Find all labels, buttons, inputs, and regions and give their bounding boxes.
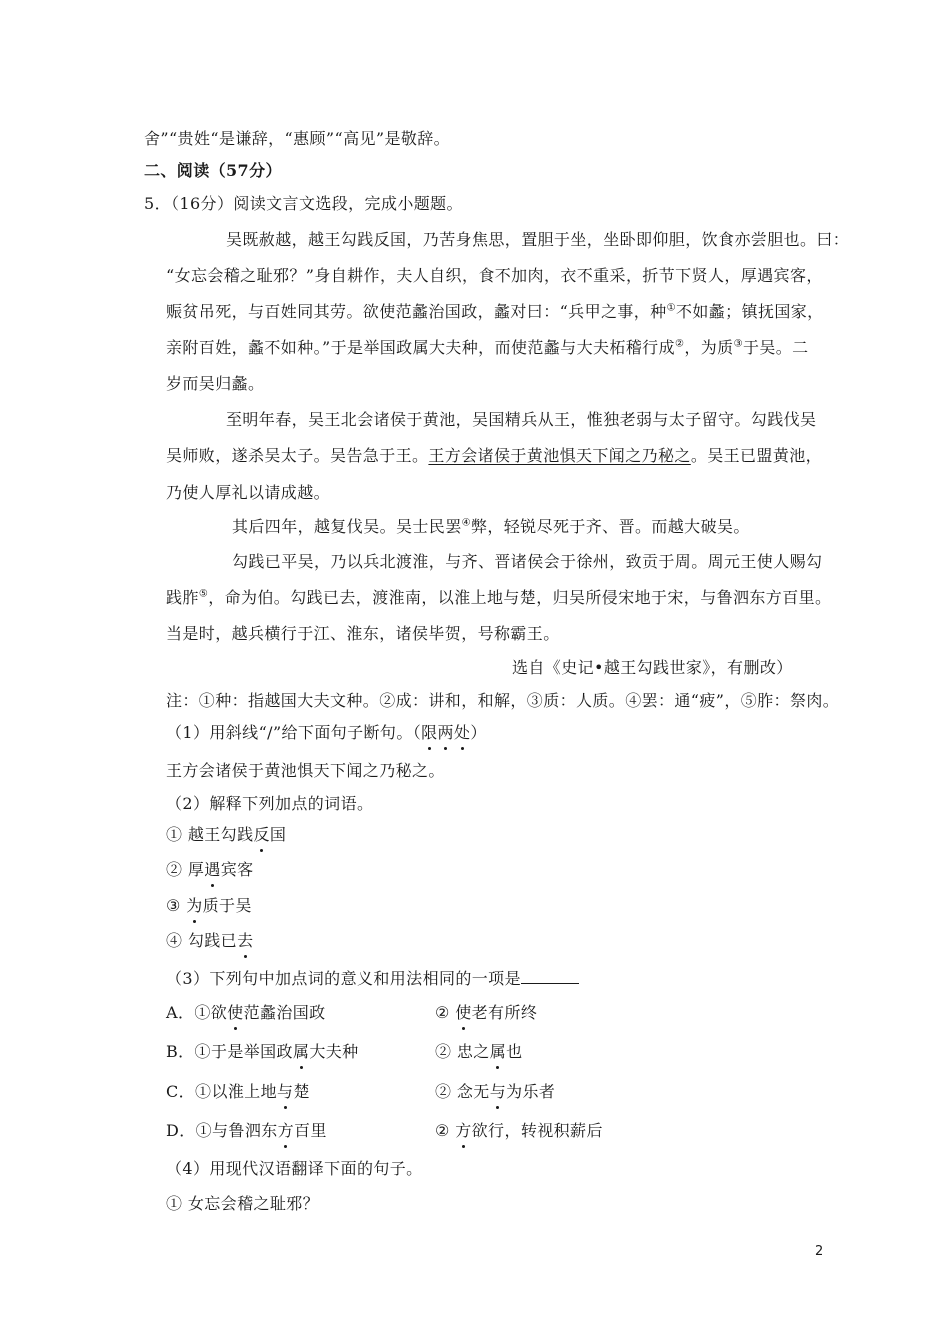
subquestion-4: （4）用现代汉语翻译下面的句子。 — [166, 1159, 423, 1178]
answer-blank — [521, 967, 579, 984]
subquestion-2-item-1: ① 越王勾践反国 — [166, 825, 287, 844]
option-c-1: C．①以淮上地与楚 — [166, 1082, 310, 1101]
passage-p1-line3: 赈贫吊死，与百姓同其劳。欲使范蠡治国政，蠡对曰：“兵甲之事，种①不如蠡；镇抚国家， — [166, 302, 824, 321]
option-b-1: B．①于是举国政属大夫种 — [166, 1042, 359, 1061]
passage-p1-line1: 吴既赦越，越王勾践反国，乃苦身焦思，置胆于坐，坐卧即仰胆，饮食亦尝胆也。曰： — [226, 230, 850, 249]
option-d-2: ② 方欲行，转视积薪后 — [435, 1121, 603, 1140]
passage-p4-line2: 践胙⑤，命为伯。勾践已去，渡淮南，以淮上地与楚，归吴所侵宋地于宋，与鲁泗东方百里。 — [166, 588, 832, 607]
passage-p2-line2: 吴师败，遂杀吴太子。吴告急于王。王方会诸侯于黄池惧天下闻之乃秘之。吴王已盟黄池， — [166, 446, 823, 465]
passage-p4-line1: 勾践已平吴，乃以兵北渡淮，与齐、晋诸侯会于徐州，致贡于周。周元王使人赐勾 — [232, 552, 823, 571]
footnote-mark-1: ① — [666, 302, 676, 314]
passage-source: 选自《史记•越王勾践世家》，有删改） — [512, 658, 793, 677]
passage-notes: 注：①种：指越国大夫文种。②成：讲和，和解，③质：人质。④罢：通“疲”，⑤胙：祭肉。 — [166, 691, 840, 710]
option-a-2: ② 使老有所终 — [435, 1003, 538, 1022]
subquestion-2: （2）解释下列加点的词语。 — [166, 794, 374, 813]
section-title: 二、阅读（57分） — [144, 161, 282, 180]
option-b-2: ② 忠之属也 — [435, 1042, 523, 1061]
option-c-2: ② 念无与为乐者 — [435, 1082, 556, 1101]
subquestion-2-item-3: ③ 为质于吴 — [166, 896, 252, 915]
underlined-sentence: 王方会诸侯于黄池惧天下闻之乃秘之 — [428, 446, 691, 465]
option-a-1: A．①欲使范蠡治国政 — [166, 1003, 326, 1022]
passage-p1-line2: “女忘会稽之耻邪？”身自耕作，夫人自织，食不加肉，衣不重采，折节下贤人，厚遇宾客， — [166, 266, 823, 285]
passage-p3-line1: 其后四年，越复伐吴。吴士民罢④弊，轻锐尽死于齐、晋。而越大破吴。 — [232, 517, 750, 536]
footnote-mark-4: ④ — [461, 517, 471, 529]
passage-p2-line3: 乃使人厚礼以请成越。 — [166, 483, 331, 502]
question-5-intro: 5．（16分）阅读文言文选段，完成小题题。 — [144, 194, 463, 213]
footnote-mark-2: ② — [674, 338, 685, 350]
footnote-mark-3: ③ — [733, 338, 743, 350]
footnote-mark-5: ⑤ — [198, 588, 209, 600]
subquestion-1: （1）用斜线“/”给下面句子断句。（限两处） — [166, 723, 487, 742]
passage-p4-line3: 当是时，越兵横行于江、淮东，诸侯毕贺，号称霸王。 — [166, 624, 560, 643]
option-d-1: D．①与鲁泗东方百里 — [166, 1121, 327, 1140]
previous-answer-line: 舍”“贵姓“是谦辞，“惠顾”“高见”是敬辞。 — [144, 129, 451, 148]
subquestion-2-item-4: ④ 勾践已去 — [166, 931, 254, 950]
subquestion-4-item-1: ① 女忘会稽之耻邪？ — [166, 1194, 320, 1213]
passage-p1-line5: 岁而吴归蠡。 — [166, 374, 265, 393]
page-number: 2 — [815, 1244, 824, 1259]
passage-p2-line1: 至明年春，吴王北会诸侯于黄池，吴国精兵从王，惟独老弱与太子留守。勾践伐吴 — [226, 410, 817, 429]
subquestion-3: （3）下列句中加点词的意义和用法相同的一项是 — [166, 967, 579, 990]
passage-p1-line4: 亲附百姓，蠡不如种。”于是举国政属大夫种，而使范蠡与大夫柘稽行成②，为质③于吴。二 — [166, 338, 809, 357]
subquestion-1-sentence: 王方会诸侯于黄池惧天下闻之乃秘之。 — [166, 761, 445, 780]
subquestion-2-item-2: ② 厚遇宾客 — [166, 860, 254, 879]
